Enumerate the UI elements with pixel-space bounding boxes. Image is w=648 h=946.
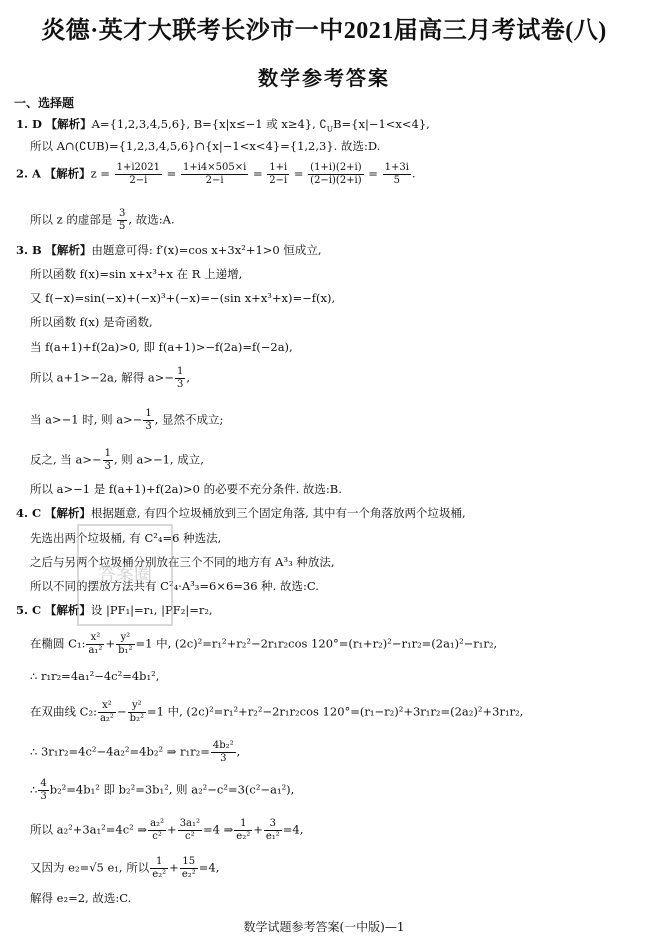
q5-fraction: $\frac{3}{\text{e₁²}}$: [265, 818, 280, 842]
q1-analysis-tag: 【解析】: [45, 117, 92, 131]
q5-analysis-tag: 【解析】: [44, 603, 91, 617]
q5-fraction: $\frac{4}{3}$: [40, 778, 47, 802]
q5-fraction: $\frac{\text{4b₂²}}{3}$: [212, 740, 234, 764]
q3-text-7: 当 a>−1 时, 则 a>−: [30, 412, 143, 427]
q5-fraction: $\frac{\text{y²}}{\text{b₁²}}$: [118, 632, 133, 656]
q3-line-5: 当 f(a+1)+f(2a)>0, 即 f(a+1)>−f(2a)=f(−2a),: [30, 340, 293, 354]
q3-line-6: [30, 366, 190, 391]
q5-fraction: $\frac{\text{x²}}{\text{a₁²}}$: [88, 632, 103, 656]
q5-line-2: 在椭圆 C₁: $\frac{\text{x²}}{\text{a₁²}}$ + $\frac{\text{y²}}{\text{b₁²}}$ =1 中, (2c)²=r₁²+r₂²−2r₁r₂cos 120°=(r₁+r₂)²−r₁r₂=(2a₁)²−r₁r₂,: [30, 632, 498, 656]
q5-fraction: $\frac{\text{y²}}{\text{b₂²}}$: [129, 700, 144, 724]
q4-line-2: 先选出两个垃圾桶, 有 C²₄=6 种选法,: [30, 531, 222, 545]
q3-text-8: 反之, 当 a>−: [30, 452, 102, 467]
q2-fraction: $\frac{1+i4\times 505\times i}{2-i}$: [182, 162, 247, 186]
q3-line-9: 所以 a>−1 是 f(a+1)+f(2a)>0 的必要不充分条件. 故选:B.: [30, 482, 342, 496]
q5-line-3: ∴ r₁r₂=4a₁²−4c²=4b₁²,: [30, 669, 160, 683]
q5-text-7: 所以 a₂²+3a₁²=4c² ⇒: [30, 822, 148, 837]
q2-analysis-tag: 【解析】: [44, 166, 91, 181]
q2-text-2: 所以 z 的虚部是: [30, 212, 113, 227]
q2-text: z =: [90, 166, 110, 181]
q3-fraction: $\frac{1}{3}$: [177, 366, 184, 390]
q2-fraction: $\frac{1+i2021}{2-i}$: [116, 162, 160, 186]
q5-text-6: ∴: [30, 782, 38, 797]
page-title: 炎德·英才大联考长沙市一中2021届高三月考试卷(八): [41, 18, 607, 44]
q5-line-9: 解得 e₂=2, 故选:C.: [30, 891, 132, 905]
q3-number: 3. B: [16, 243, 42, 257]
q5-text-7b: =4 ⇒: [203, 822, 234, 837]
q4-text: 根据题意, 有四个垃圾桶放到三个固定角落, 其中有一个角落放两个垃圾桶,: [90, 506, 466, 520]
q5-line-8: 又因为 e₂=√5 e₁, 所以 $\frac{1}{\text{e₂²}}$ + $\frac{15}{\text{e₂²}}$ =4,: [30, 856, 220, 880]
q5-text-5: ∴ 3r₁r₂=4c²−4a₂²=4b₂² ⇒ r₁r₂=: [30, 744, 210, 759]
q3-text-8b: , 则 a>−1, 成立,: [113, 452, 204, 467]
q1-text-2: B={x|−1<x<4},: [333, 117, 430, 131]
q3-fraction: $\frac{1}{3}$: [104, 448, 111, 472]
q3-analysis-tag: 【解析】: [45, 243, 92, 257]
q5-line-7: 所以 a₂²+3a₁²=4c² ⇒ $\frac{\text{a₂²}}{\text{c²}}$ + $\frac{\text{3a₁²}}{\text{c²}}$ =4 ⇒ $\frac{1}{\text{e₂²}}$ + $\frac{3}{\text{e₁²}}$ =4,: [30, 818, 304, 842]
q4-line-4: 所以不同的摆放方法共有 C²₄·A³₃=6×6=36 种. 故选:C.: [30, 579, 319, 593]
q3-text-6b: ,: [186, 370, 191, 385]
q4-line-1: [16, 505, 466, 521]
q1-line-2: 所以 A∩(∁UB)={1,2,3,4,5,6}∩{x|−1<x<4}={1,2,3}. 故选:D.: [30, 139, 381, 153]
q5-text-4: 在双曲线 C₂:: [30, 704, 97, 719]
q5-text-2b: =1 中, (2c)²=r₁²+r₂²−2r₁r₂cos 120°=(r₁+r₂)²−r₁r₂=(2a₁)²−r₁r₂,: [135, 636, 498, 651]
q5-text-5b: ,: [236, 744, 241, 759]
section-heading: 一、选择题: [14, 96, 75, 110]
q5-text-8b: =4,: [198, 860, 220, 875]
q2-fraction: $\frac{3}{5}$: [119, 208, 126, 232]
q1-line-1: [16, 116, 430, 132]
q5-text-4b: =1 中, (2c)²=r₁²+r₂²−2r₁r₂cos 120°=(r₁−r₂)²+3r₁r₂=(2a₂)²+3r₁r₂,: [147, 704, 524, 719]
q5-text-7c: =4,: [282, 822, 304, 837]
watermark-text: 答案圈: [98, 564, 152, 585]
q3-line-3: 又 f(−x)=sin(−x)+(−x)³+(−x)=−(sin x+x³+x)=−f(x),: [30, 291, 336, 305]
q2-fraction: $\frac{1+3i}{5}$: [384, 162, 409, 186]
page-subtitle: 数学参考答案: [258, 68, 390, 90]
q2-line-1: 2. A 【解析】z = $\frac{1+i2021}{2-i}$ = $\frac{1+i4\times 505\times i}{2-i}$ = $\frac{1+i}{2-i}$ = $\frac{(1+i)(2+i)}{(2-i)(2+i)}$ = $\frac{1+3i}{5}$ .: [16, 162, 416, 186]
q4-analysis-tag: 【解析】: [44, 506, 91, 520]
q1-text: A={1,2,3,4,5,6}, B={x|x≤−1 或 x≥4}, ∁: [91, 117, 327, 131]
q5-line-6: [30, 778, 294, 803]
q5-fraction: $\frac{15}{\text{e₂²}}$: [181, 856, 196, 880]
page-footer: 数学试题参考答案(一中版)—1: [243, 920, 405, 934]
q5-fraction: $\frac{\text{x²}}{\text{a₂²}}$: [99, 700, 114, 724]
q3-line-2: 所以函数 f(x)=sin x+x³+x 在 R 上递增,: [30, 267, 243, 281]
q2-text-3: , 故选:A.: [128, 212, 175, 227]
q3-line-1: [16, 242, 322, 258]
q5-fraction: $\frac{\text{a₂²}}{\text{c²}}$: [150, 818, 165, 842]
q5-line-1: [16, 602, 213, 618]
q3-line-4: 所以函数 f(x) 是奇函数,: [30, 315, 153, 329]
q3-fraction: $\frac{1}{3}$: [145, 408, 152, 432]
q2-number: 2. A: [16, 166, 41, 181]
q3-line-7: [30, 408, 223, 433]
q5-text-6b: b₂²=4b₁² 即 b₂²=3b₁², 则 a₂²−c²=3(c²−a₁²),: [49, 782, 295, 797]
q4-line-3: 之后与另两个垃圾桶分别放在三个不同的地方有 A³₃ 种放法,: [30, 555, 335, 569]
q5-fraction: $\frac{\text{3a₁²}}{\text{c²}}$: [179, 818, 201, 842]
q5-text-8: 又因为 e₂=√5 e₁, 所以: [30, 860, 150, 875]
q5-line-4: 在双曲线 C₂: $\frac{\text{x²}}{\text{a₂²}}$ − $\frac{\text{y²}}{\text{b₂²}}$ =1 中, (2c)²=r₁²+r₂²−2r₁r₂cos 120°=(r₁−r₂)²+3r₁r₂=(2a₂)²+3r₁r₂,: [30, 700, 524, 724]
q5-text-2: 在椭圆 C₁:: [30, 636, 86, 651]
q3-line-8: [30, 448, 204, 473]
q5-fraction: $\frac{1}{\text{e₂²}}$: [152, 856, 167, 880]
q3-text-7b: , 显然不成立;: [154, 412, 224, 427]
q5-text: 设 |PF₁|=r₁, |PF₂|=r₂,: [90, 603, 213, 617]
q5-fraction: $\frac{1}{\text{e₂²}}$: [236, 818, 251, 842]
q2-fraction: $\frac{(1+i)(2+i)}{(2-i)(2+i)}$: [310, 162, 362, 186]
q3-text-6: 所以 a+1>−2a, 解得 a>−: [30, 370, 175, 385]
q4-number: 4. C: [16, 506, 42, 520]
q2-fraction: $\frac{1+i}{2-i}$: [269, 162, 288, 186]
q5-number: 5. C: [16, 603, 42, 617]
q5-line-5: [30, 740, 240, 765]
q1-number: 1. D: [16, 117, 42, 131]
q1-sub: U: [326, 124, 334, 134]
q2-line-2: [30, 208, 175, 233]
q3-text: 由题意可得: f′(x)=cos x+3x²+1>0 恒成立,: [91, 243, 322, 257]
